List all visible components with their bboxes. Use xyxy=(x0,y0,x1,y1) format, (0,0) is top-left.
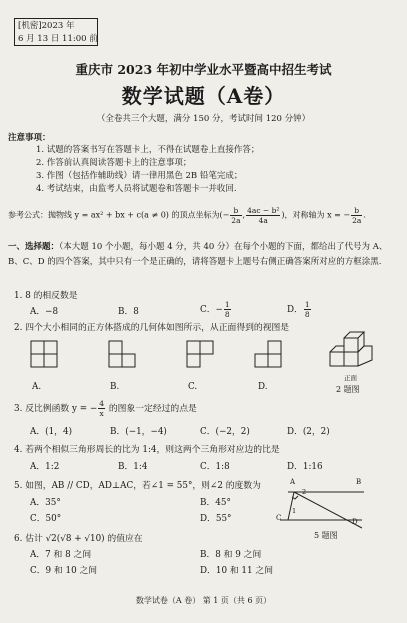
fraction-numerator: 1 xyxy=(304,300,310,309)
q5-angle-1: 1 xyxy=(292,507,297,515)
q3-stem-end: 的图象一定经过的点是 xyxy=(106,404,197,414)
q2-option-c: C. xyxy=(188,382,198,392)
question-4-stem: 4. 若两个相似三角形周长的比为 1:4，则这两个三角形对应边的比是 xyxy=(14,445,280,455)
q5-option-b: B．45° xyxy=(200,498,231,508)
q2-figure-caption: 2 题图 xyxy=(336,385,360,394)
fraction-numerator: 4ac − b² xyxy=(247,206,280,215)
q6-option-b: B．8 和 9 之间 xyxy=(200,550,262,560)
q1-d-fraction xyxy=(304,300,311,319)
q5-label-c: C xyxy=(276,514,282,522)
q5-label-b: B xyxy=(356,478,362,486)
q6-option-c: C．9 和 10 之间 xyxy=(30,566,98,576)
q2-option-a: A. xyxy=(32,382,42,392)
paper-title: 数学试题（A卷） xyxy=(121,84,286,108)
q6-option-d: D．10 和 11 之间 xyxy=(200,566,274,576)
note-item: 2. 作答前认真阅读答题卡上的注意事项； xyxy=(36,158,192,168)
formula-prefix: 参考公式：抛物线 y = ax² + bx + c(a ≠ 0) 的顶点坐标为 xyxy=(8,210,220,220)
formula-fraction-3 xyxy=(351,206,362,225)
q5-angle-2: 2 xyxy=(302,488,307,496)
fraction-denominator: x xyxy=(99,409,104,418)
formula-comma: , xyxy=(242,210,246,220)
q1-option-c xyxy=(200,300,232,319)
section-1-text: （本大题 10 个小题，每小题 4 分，共 40 分）在每个小题的下面，都给出了代号为 A、B、C、D 的四个答案，其中只有一个是正确的，请将答题卡上题号右侧正确答案所对应的方框涂黑. xyxy=(8,242,388,267)
confidential-line-2: 6 月 13 日 11:00 前 xyxy=(18,34,98,44)
question-2-stem: 2. 四个大小相同的正方体搭成的几何体如图所示，从正面得到的视图是 xyxy=(14,323,290,333)
q5-label-a: A xyxy=(290,478,296,486)
q3-stem-start: 3. 反比例函数 y = − xyxy=(14,404,98,414)
q3-option-b: B．(−1，−4) xyxy=(110,427,167,437)
question-3-stem xyxy=(14,399,197,418)
exam-subtitle: （全卷共三个大题，满分 150 分，考试时间 120 分钟） xyxy=(96,114,311,124)
section-1-instructions xyxy=(8,240,400,270)
question-6-stem: 6. 估计 √2(√8 + √10) 的值应在 xyxy=(14,534,143,544)
q1-option-d-label: D． xyxy=(287,305,303,315)
q2-view-d xyxy=(254,340,294,368)
fraction-denominator: 8 xyxy=(304,310,310,319)
q2-option-d: D. xyxy=(258,382,268,392)
q5-option-d: D．55° xyxy=(200,514,232,524)
q5-option-a: A．35° xyxy=(30,498,61,508)
q1-option-d xyxy=(287,300,312,319)
fraction-numerator: 1 xyxy=(224,300,230,309)
question-5-stem: 5. 如图，AB // CD，AD⊥AC，若∠1 = 55°，则∠2 的度数为 xyxy=(14,481,261,491)
formula-fraction-1 xyxy=(230,206,241,225)
minus-sign: − xyxy=(215,305,223,315)
q2-front-label: 正面 xyxy=(344,374,357,382)
fraction-numerator: b xyxy=(230,206,241,216)
q5-option-c: C．50° xyxy=(30,514,62,524)
fraction-denominator: 2a xyxy=(352,216,362,225)
q6-option-a: A．7 和 8 之间 xyxy=(30,550,92,560)
formula-close: )，对称轴为 x = − xyxy=(281,210,351,220)
page-footer: 数学试卷（A 卷） 第 1 页（共 6 页） xyxy=(135,596,272,605)
fraction-denominator: 2a xyxy=(231,216,241,225)
q2-view-c xyxy=(186,340,226,368)
q4-option-c: C．1:8 xyxy=(200,462,230,472)
confidential-line-1: [机密]2023 年 xyxy=(18,21,75,31)
fraction-numerator: b xyxy=(351,206,362,216)
note-item: 1. 试题的答案书写在答题卡上，不得在试题卷上直接作答； xyxy=(36,145,260,155)
exam-title: 重庆市 2023 年初中学业水平暨高中招生考试 xyxy=(75,62,332,77)
q3-option-d: D．(2，2) xyxy=(287,427,330,437)
q2-view-b xyxy=(108,340,148,368)
reference-formula xyxy=(8,206,366,225)
q4-option-a: A．1:2 xyxy=(30,462,60,472)
q4-option-b: B．1:4 xyxy=(118,462,148,472)
q5-figure-caption: 5 题图 xyxy=(314,531,338,540)
q1-option-b: B．8 xyxy=(118,307,139,317)
q5-label-d: D xyxy=(352,518,358,526)
question-1-stem: 1. 8 的相反数是 xyxy=(14,291,78,301)
note-item: 4. 考试结束，由监考人员将试题卷和答题卡一并收回. xyxy=(36,184,237,194)
q3-fraction xyxy=(98,399,105,418)
q1-option-c-label: C． xyxy=(200,305,216,315)
notes-heading: 注意事项： xyxy=(8,133,51,143)
q4-option-d: D．1:16 xyxy=(287,462,323,472)
q2-view-a xyxy=(30,340,70,368)
formula-end: . xyxy=(363,210,366,220)
fraction-denominator: 4a xyxy=(258,216,268,225)
q1-option-a: A．−8 xyxy=(30,307,59,317)
q2-solid-figure xyxy=(326,330,386,372)
fraction-denominator: 8 xyxy=(224,310,230,319)
section-1-heading: 一、选择题： xyxy=(8,242,60,252)
q2-option-b: B. xyxy=(110,382,120,392)
note-item: 3. 作图（包括作辅助线）请一律用黑色 2B 铅笔完成； xyxy=(36,171,243,181)
q1-c-fraction xyxy=(224,300,231,319)
formula-fraction-2 xyxy=(246,206,280,225)
q3-option-c: C．(−2，2) xyxy=(200,427,250,437)
formula-open: (− xyxy=(219,210,230,220)
confidential-box xyxy=(14,18,98,46)
fraction-numerator: 4 xyxy=(99,399,105,408)
q3-option-a: A．(1，4) xyxy=(30,427,73,437)
